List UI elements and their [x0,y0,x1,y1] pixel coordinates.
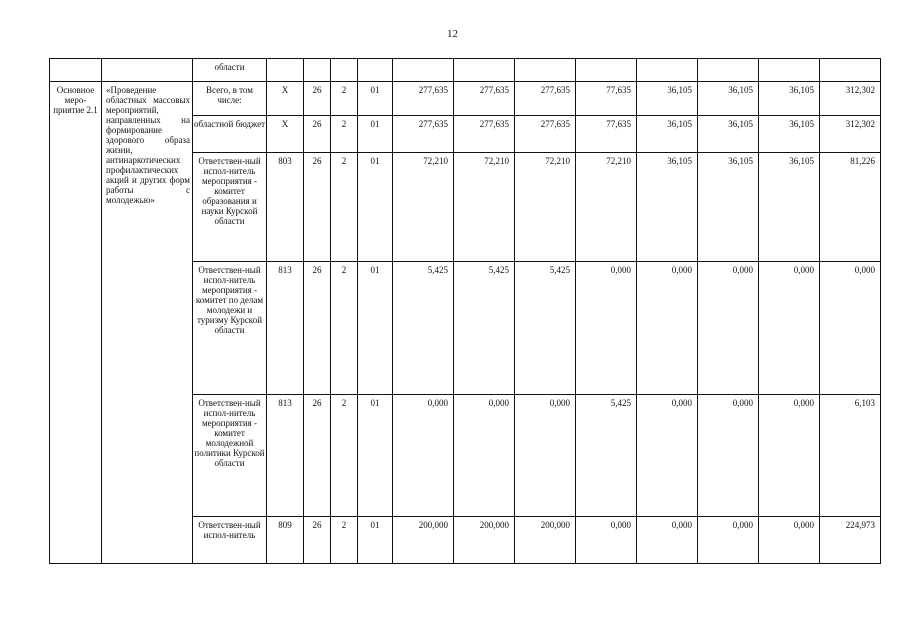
header-continuation-row [50,59,881,82]
pr-code-cell: 2 [331,262,358,395]
rz-code-cell: 26 [304,517,331,564]
amount-cell: 36,105 [698,153,759,262]
amount-cell: 312,302 [820,116,881,153]
empty-header-cell [393,59,454,82]
rz-code-cell: 26 [304,153,331,262]
rz-code-cell: 26 [304,395,331,517]
empty-header-cell [454,59,515,82]
event-number-cell: Основное меро-приятие 2.1 [50,82,102,564]
amount-cell: 0,000 [393,395,454,517]
pr-code-cell: 2 [331,82,358,116]
amount-cell: 277,635 [515,116,576,153]
amount-cell: 0,000 [637,395,698,517]
amount-cell: 0,000 [759,395,820,517]
amount-cell: 277,635 [393,116,454,153]
funding-source-cell: областной бюджет [193,116,267,153]
amount-cell: 0,000 [576,517,637,564]
amount-cell: 0,000 [820,262,881,395]
amount-cell: 0,000 [637,517,698,564]
amount-cell: 277,635 [515,82,576,116]
empty-header-cell [698,59,759,82]
amount-cell: 36,105 [759,153,820,262]
amount-cell: 312,302 [820,82,881,116]
amount-cell: 36,105 [698,82,759,116]
table-row [50,82,881,116]
amount-cell: 5,425 [454,262,515,395]
cs-code-cell: 01 [358,116,393,153]
cs-code-cell: 01 [358,395,393,517]
funding-source-cell: Ответствен-ный испол-нитель мероприятия - комитет по делам молодежи и туризму Курской области [193,262,267,395]
amount-cell: 72,210 [515,153,576,262]
cs-code-cell: 01 [358,262,393,395]
amount-cell: 72,210 [454,153,515,262]
funding-source-cell: Ответствен-ный испол-нитель [193,517,267,564]
page-number: 12 [447,28,458,40]
amount-cell: 0,000 [698,262,759,395]
amount-cell: 0,000 [759,517,820,564]
amount-cell: 36,105 [637,116,698,153]
empty-header-cell [358,59,393,82]
empty-header-cell [304,59,331,82]
budget-table [49,58,881,564]
pr-code-cell: 2 [331,517,358,564]
empty-header-cell [267,59,304,82]
amount-cell: 0,000 [698,517,759,564]
grbs-code-cell: 809 [267,517,304,564]
empty-header-cell [576,59,637,82]
grbs-code-cell: Х [267,116,304,153]
amount-cell: 72,210 [576,153,637,262]
pr-code-cell: 2 [331,116,358,153]
amount-cell: 277,635 [393,82,454,116]
amount-cell: 5,425 [393,262,454,395]
amount-cell: 200,000 [515,517,576,564]
amount-cell: 5,425 [515,262,576,395]
grbs-code-cell: 813 [267,262,304,395]
funding-source-cell: Ответствен-ный испол-нитель мероприятия - комитет молодежной политики Курской области [193,395,267,517]
amount-cell: 0,000 [759,262,820,395]
amount-cell: 0,000 [698,395,759,517]
event-description-cell: «Проведение областных массовых мероприятий, направленных на формирование здорового образа жизни, антинаркотических профилактических акций и других форм работы с молодежью» [102,82,193,564]
amount-cell: 36,105 [759,116,820,153]
rz-code-cell: 26 [304,262,331,395]
event-name-header [102,59,193,82]
grbs-code-cell: Х [267,82,304,116]
amount-cell: 36,105 [637,153,698,262]
rz-code-cell: 26 [304,82,331,116]
cs-code-cell: 01 [358,517,393,564]
pr-code-cell: 2 [331,153,358,262]
empty-header-cell [759,59,820,82]
empty-header-cell [820,59,881,82]
rz-code-cell: 26 [304,116,331,153]
amount-cell: 0,000 [515,395,576,517]
amount-cell: 36,105 [698,116,759,153]
cs-code-cell: 01 [358,153,393,262]
amount-cell: 200,000 [393,517,454,564]
amount-cell: 0,000 [637,262,698,395]
amount-cell: 277,635 [454,116,515,153]
empty-header-cell [637,59,698,82]
amount-cell: 81,226 [820,153,881,262]
amount-cell: 224,973 [820,517,881,564]
amount-cell: 36,105 [759,82,820,116]
amount-cell: 77,635 [576,82,637,116]
amount-cell: 6,103 [820,395,881,517]
empty-header-cell [515,59,576,82]
source-header: области [193,59,267,82]
grbs-code-cell: 803 [267,153,304,262]
amount-cell: 77,635 [576,116,637,153]
cs-code-cell: 01 [358,82,393,116]
amount-cell: 72,210 [393,153,454,262]
empty-header-cell [331,59,358,82]
grbs-code-cell: 813 [267,395,304,517]
funding-source-cell: Всего, в том числе: [193,82,267,116]
amount-cell: 277,635 [454,82,515,116]
amount-cell: 200,000 [454,517,515,564]
amount-cell: 0,000 [454,395,515,517]
amount-cell: 5,425 [576,395,637,517]
pr-code-cell: 2 [331,395,358,517]
amount-cell: 0,000 [576,262,637,395]
event-number-header [50,59,102,82]
funding-source-cell: Ответствен-ный испол-нитель мероприятия - комитет образования и науки Курской области [193,153,267,262]
amount-cell: 36,105 [637,82,698,116]
